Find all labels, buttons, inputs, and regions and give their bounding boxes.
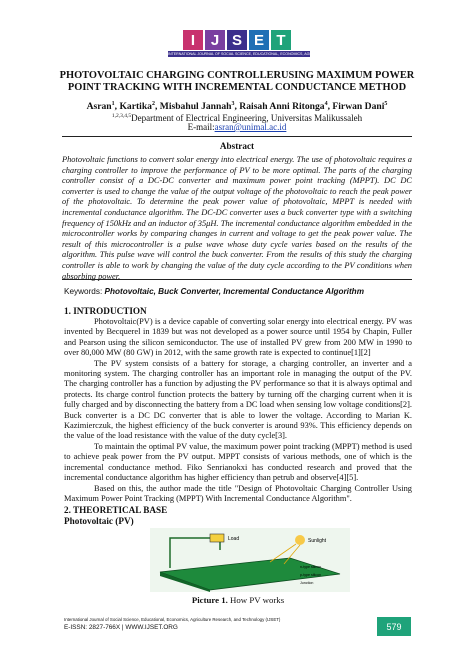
journal-logo-subtitle: INTERNATIONAL JOURNAL OF SOCIAL SCIENCE, EDUCATIONAL, ECONOMICS, AGRICULTURE RESEARCH AND TECHNOLOGY: [168, 52, 386, 56]
label-junction: Junction: [300, 581, 314, 585]
logo-letter: E: [249, 30, 269, 50]
intro-paragraph-1: Photovoltaic(PV) is a device capable of converting solar energy into electrical energy. PV was invented by Becquerel in 1839 but was not developed as a power source until 1954 by Chapin, Fuller and Pearson using the silicon semiconductor. The use of installed PV grew from 200 MW in 1990 to over 80,000 MW (80 GW) in 2012, with the same growth rate is expected to continue[1][2]: [64, 317, 412, 358]
journal-logo: [183, 30, 295, 50]
label-sunlight: Sunlight: [308, 538, 327, 544]
email-label: E-mail:: [187, 122, 215, 132]
author-name: Kartika: [119, 101, 152, 113]
title-line-2: POINT TRACKING WITH INCREMENTAL CONDUCTANCE METHOD: [67, 82, 407, 93]
figure-caption: [64, 595, 412, 605]
author-name: Firwan Dani: [332, 101, 385, 113]
abstract-heading: Abstract: [219, 141, 255, 151]
logo-letter: I: [183, 30, 203, 50]
keywords-label: Keywords:: [64, 287, 105, 296]
author-sup: 4: [324, 101, 328, 107]
affiliation-text: Department of Electrical Engineering, Universitas Malikussaleh: [131, 113, 363, 123]
theory-heading: 2. THEORETICAL BASE: [64, 505, 168, 515]
logo-letter: J: [205, 30, 225, 50]
author-sup: 2: [151, 101, 155, 107]
paper-title: [40, 70, 434, 94]
theory-subheading: Photovoltaic (PV): [64, 516, 134, 526]
intro-paragraph-4: Based on this, the author made the title "Design of Photovoltaic Charging Controller Using Maximum Power Point Tracking (MPPT) With Incremental Conductance Algorithm".: [64, 483, 412, 503]
page-footer: [64, 617, 364, 632]
footer-issn: E-ISSN: 2827-766X | WWW.IJSET.ORG: [64, 624, 178, 631]
caption-text: How PV works: [227, 595, 285, 605]
affiliation-sup: 1,2,3,4,5: [111, 113, 132, 119]
title-line-1: PHOTOVOLTAIC CHARGING CONTROLLERUSING MAXIMUM POWER: [59, 70, 415, 81]
author-list: Asran$^1$, Kartika$^2$, Misbahul Jannah$^3$, Raisah Anni Ritonga$^4$, Firwan Dani$^5$: [86, 101, 388, 113]
load-bulb-icon: [210, 534, 224, 542]
author-sup: 5: [384, 101, 388, 107]
keywords: [64, 287, 424, 296]
email-link[interactable]: asran@unimal.ac.id: [214, 122, 287, 132]
author-name: Misbahul Jannah: [159, 101, 232, 113]
author-name: Asran: [86, 101, 112, 113]
keywords-value: Photovoltaic, Buck Converter, Incremental Conductance Algorithm: [104, 287, 364, 296]
logo-letter: S: [227, 30, 247, 50]
abstract-bottom-rule: [62, 279, 412, 280]
abstract-text: Photovoltaic functions to convert solar energy into electrical energy. The use of photovoltaic requires a charging controller to improve the performance of PV to be more optimal. The parts of the charging controller consist of a DC-DC converter and maximum power point tracking (MPPT). DC DC converter is used to change the value of the output voltage of the photovoltaic to reach the peak power of the photovoltaic. To determine the peak power value of photovoltaic, MPPT is needed with incremental conductance algorithm. The DC-DC converter uses a buck converter type with a switching frequency of 150kHz and an inductor of 35μH. The incremental conductance algorithm embedded in the microcontroller works by comparing changes in current and voltage to get the peak power value. The result of this microcontroller is a pulse wave whose duty cycle varies based on the results of the algorithm. This pulse wave will control the buck converter. From the results of this study the charging controller is able to work by changing the value of the duty cycle according to the PV conditions when absorbing power.: [62, 155, 412, 281]
intro-paragraph-3: To maintain the optimal PV value, the maximum power point tracking (MPPT) method is used to achieve peak power from the PV output. MPPT consists of various methods, one of which is the incremental conductance method. Fiko Senrianokxi has conducted research and proved that the incremental conductance algorithm has higher efficiency than petrub and observe[4][5].: [64, 441, 412, 483]
logo-letter: T: [271, 30, 291, 50]
sun-icon: [295, 535, 305, 545]
abstract-top-rule: [62, 136, 412, 137]
intro-body: [64, 317, 412, 504]
footer-journal: International Journal of Social Science, Educational, Economics, Agriculture Research, and Technology (IJSET): [64, 617, 281, 622]
email-line: [40, 122, 434, 133]
label-n-type: n-type silicon: [300, 565, 321, 569]
author-name: Raisah Anni Ritonga: [239, 101, 325, 113]
label-p-type: p-type silicon: [300, 573, 321, 577]
author-sup: 1: [111, 101, 115, 107]
page-number: 579: [377, 617, 411, 636]
caption-label: Picture 1.: [191, 595, 228, 605]
intro-heading: 1. INTRODUCTION: [64, 306, 147, 316]
pv-diagram: [150, 528, 350, 592]
intro-paragraph-2: The PV system consists of a battery for storage, a charging controller, an inverter and a monitoring system. The charging controller has an important role in managing the output of the PV. The charging controller has a function by adjusting the PV performance so that it is always optimal and protects. Its charge control function protects the battery by turning off the charging current when it is fully charged and by disconnecting the battery from a DC load when sensing low voltage conditions[2]. Buck converter is a DC DC converter that is able to lower the voltage. According to Marian K. Kazimierczuk, the highest efficiency of the buck converter is around 93%. This efficiency depends on the value of the load resistance with the value of the duty cycle[3].: [64, 358, 412, 441]
label-load: Load: [228, 536, 240, 542]
author-sup: 3: [231, 101, 235, 107]
